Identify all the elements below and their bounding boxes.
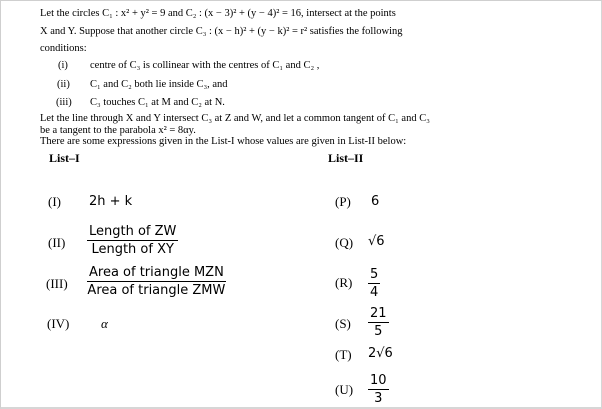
list1-expression: α: [101, 316, 108, 331]
list1-fraction: [87, 224, 178, 257]
condition-marker: (i): [58, 60, 68, 71]
list2-fraction: [368, 373, 389, 406]
fraction-numerator: Area of triangle MZN: [89, 265, 224, 280]
condition-text: C₃ touches C₁ at M and C₂ at N.: [90, 97, 225, 108]
list2-label: (S): [335, 316, 351, 331]
condition-marker: (iii): [56, 97, 72, 108]
list2-label: (U): [335, 382, 354, 397]
fraction-numerator: 10: [370, 373, 387, 388]
fraction-denominator: 5: [374, 324, 383, 339]
list2-fraction: [368, 306, 389, 339]
condition-marker: (ii): [57, 79, 70, 90]
fraction-denominator: Length of XY: [91, 242, 174, 257]
list2-label: (T): [335, 347, 352, 362]
fraction-numerator: 5: [370, 267, 379, 282]
list1-label: (IV): [47, 316, 70, 331]
list1-heading: List–I: [49, 151, 80, 165]
condition-text: centre of C₃ is collinear with the centres of C₁ and C₂ ,: [90, 60, 320, 71]
fraction-numerator: Length of ZW: [89, 224, 177, 239]
list2-label: (Q): [335, 235, 354, 250]
fraction-denominator: 4: [370, 285, 379, 300]
intro-line-2: X and Y. Suppose that another circle C₃ : (x − h)² + (y − k)² = r² satisfies the following: [40, 26, 403, 37]
intro-line-3: conditions:: [40, 43, 87, 54]
list2-value: 2√6: [368, 346, 393, 361]
list2-label: (R): [335, 275, 353, 290]
fraction-numerator: 21: [370, 306, 387, 321]
list1-expression: 2h + k: [89, 194, 133, 209]
list1-fraction: [87, 265, 226, 298]
list2-label: (P): [335, 194, 351, 209]
fraction-denominator: 3: [374, 391, 383, 406]
list1-label: (I): [48, 194, 61, 209]
after-line-2: be a tangent to the parabola x² = 8αy.: [40, 125, 196, 136]
list2-heading: List–II: [328, 151, 364, 165]
after-line-3: There are some expressions given in the List-I whose values are given in List-II below:: [40, 136, 407, 147]
fraction-denominator: Area of triangle ZMW: [87, 283, 226, 298]
list2-fraction: [368, 267, 380, 300]
condition-text: C₁ and C₂ both lie inside C₃, and: [90, 79, 228, 90]
list1-label: (III): [46, 276, 68, 291]
list1-label: (II): [48, 235, 66, 250]
list2-value: 6: [371, 194, 380, 209]
intro-line-1: Let the circles C₁ : x² + y² = 9 and C₂ : (x − 3)² + (y − 4)² = 16, intersect at the points: [40, 8, 396, 19]
after-line-1: Let the line through X and Y intersect C₃ at Z and W, and let a common tangent of C₁ and C₃: [40, 113, 430, 124]
list2-value: √6: [368, 234, 385, 249]
